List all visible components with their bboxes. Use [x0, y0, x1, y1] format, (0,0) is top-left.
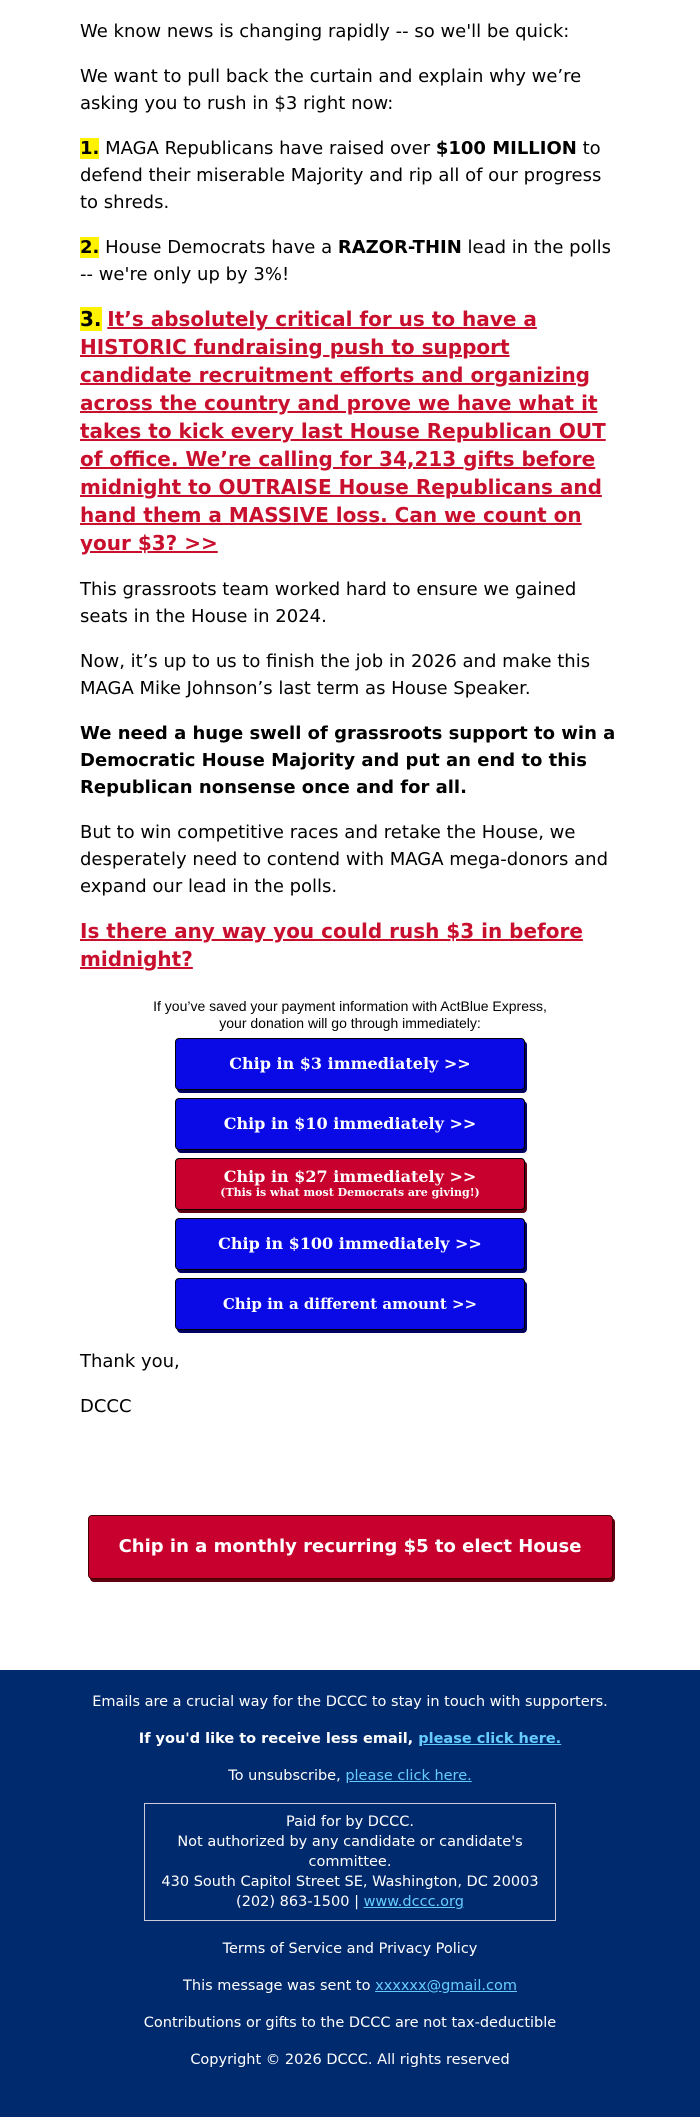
not-authorized: Not authorized by any candidate or candidate's committee.: [177, 1834, 523, 1870]
sent-to-line: [0, 1976, 700, 1996]
unsubscribe-line: [0, 1766, 700, 1786]
point-2: [80, 234, 620, 288]
unsubscribe-text: To unsubscribe,: [228, 1768, 346, 1784]
point-text: House Democrats have a: [99, 237, 338, 258]
recipient-email-link[interactable]: xxxxxx@gmail.com: [375, 1978, 517, 1994]
less-email-text: If you'd like to receive less email,: [138, 1731, 419, 1747]
intro-line-2: We want to pull back the curtain and explain why we’re asking you to rush in $3 right now:: [80, 66, 582, 114]
point-text: lead in the polls -- we're only up by 3%!: [80, 237, 611, 285]
sent-to-text: This message was sent to: [183, 1978, 376, 1994]
less-email-link[interactable]: please click here.: [418, 1731, 562, 1747]
actblue-note-line: your donation will go through immediately:: [219, 1015, 481, 1031]
donate-3-link[interactable]: It’s absolutely critical for us to have a HISTORIC fundraising push to support candidate recruitment efforts and organizing across the country and prove we have what it takes to kick every last House Republican OUT of office. We’re calling for 34,213 gifts before midnight to OUTRAISE House Republicans and hand them a MASSIVE loss. Can we count on your $3? >>: [80, 307, 606, 555]
thanks-text: Thank you,: [80, 1351, 180, 1372]
point-number: 2.: [80, 237, 100, 258]
chip-27-button[interactable]: [175, 1158, 525, 1210]
website-link[interactable]: www.dccc.org: [363, 1894, 464, 1910]
point-3: [80, 306, 620, 558]
chip-100-button[interactable]: Chip in $100 immediately >>: [175, 1218, 525, 1270]
question-paragraph: [80, 918, 620, 974]
body-paragraph: Now, it’s up to us to finish the job in 2026 and make this MAGA Mike Johnson’s last term as House Speaker.: [80, 651, 591, 699]
copyright: Copyright © 2026 DCCC. All rights reserved: [190, 2052, 510, 2068]
actblue-note: [80, 998, 620, 1032]
donation-buttons: [80, 998, 620, 1330]
tax-disclaimer: Contributions or gifts to the DCCC are not tax-deductible: [143, 2015, 557, 2031]
signature: DCCC: [80, 1396, 132, 1417]
point-text: MAGA Republicans have raised over: [99, 138, 436, 159]
contact-line: [153, 1892, 547, 1912]
footer-intro: Emails are a crucial way for the DCCC to stay in touch with supporters.: [92, 1694, 608, 1710]
point-text: to defend their miserable Majority and rip all of our progress to shreds.: [80, 138, 602, 213]
paid-by: Paid for by DCCC.: [286, 1814, 414, 1830]
terms-link[interactable]: Terms of Service and Privacy Policy: [222, 1941, 478, 1957]
body-paragraph-bold: We need a huge swell of grassroots support to win a Democratic House Majority and put an end to this Republican nonsense once and for all.: [80, 723, 616, 798]
point-number: 3.: [80, 307, 102, 331]
body-paragraph: This grassroots team worked hard to ensure we gained seats in the House in 2024.: [80, 579, 577, 627]
phone: (202) 863-1500 |: [236, 1894, 364, 1910]
chip-27-label: Chip in $27 immediately >>: [223, 1167, 477, 1186]
chip-10-button[interactable]: Chip in $10 immediately >>: [175, 1098, 525, 1150]
chip-27-sublabel: (This is what most Democrats are giving!): [220, 1186, 480, 1199]
chip-3-button[interactable]: Chip in $3 immediately >>: [175, 1038, 525, 1090]
rush-3-link[interactable]: Is there any way you could rush $3 in before midnight?: [80, 919, 583, 971]
actblue-note-line: If you’ve saved your payment information with ActBlue Express,: [153, 998, 547, 1014]
point-emphasis: $100 MILLION: [435, 138, 577, 159]
intro-line-1: We know news is changing rapidly -- so we'll be quick:: [80, 21, 570, 42]
point-1: [80, 135, 620, 216]
paid-for-box: [144, 1803, 556, 1921]
monthly-recurring-button[interactable]: Chip in a monthly recurring $5 to elect House Dems >>: [88, 1515, 613, 1579]
point-number: 1.: [80, 138, 100, 159]
unsubscribe-link[interactable]: please click here.: [345, 1768, 472, 1784]
address: 430 South Capitol Street SE, Washington, DC 20003: [161, 1874, 539, 1890]
chip-other-amount-button[interactable]: Chip in a different amount >>: [175, 1278, 525, 1330]
less-email-line: [0, 1729, 700, 1749]
body-paragraph: But to win competitive races and retake the House, we desperately need to contend with MAGA mega-donors and expand our lead in the polls.: [80, 822, 609, 897]
footer: [0, 1670, 700, 2117]
monthly-section: [0, 1515, 700, 1618]
point-emphasis: RAZOR-THIN: [337, 237, 462, 258]
